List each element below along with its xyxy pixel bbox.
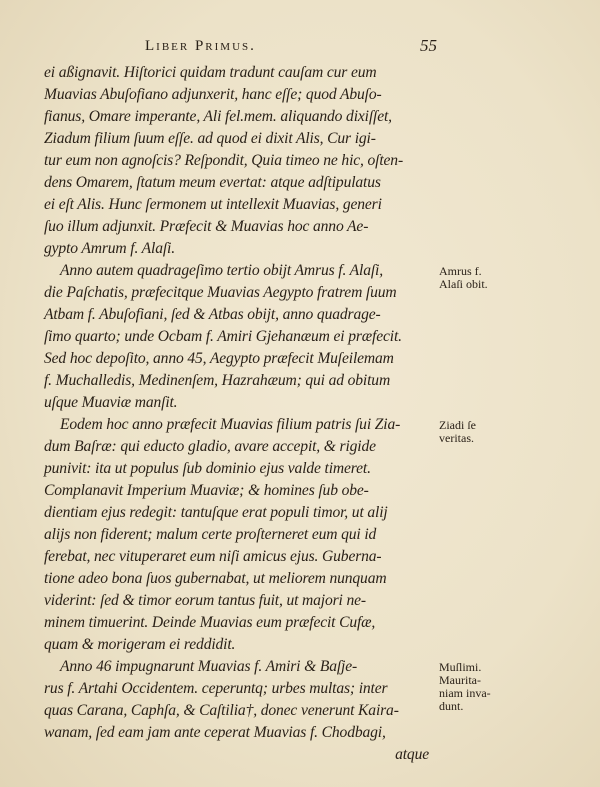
margin-note-line: Amrus f. — [439, 264, 482, 278]
margin-note-line: Alaſi obit. — [439, 277, 488, 291]
text-line: quam & morigeram ei reddidit. — [44, 636, 236, 653]
text-line: Anno 46 impugnarunt Muavias f. Amiri & Baſje- — [60, 658, 358, 675]
text-line: dens Omarem, ſtatum meum evertat: atque adſtipulatus — [44, 174, 381, 191]
text-line: ei eſt Alis. Hunc ſermonem ut intellexit Muavias, generi — [44, 196, 382, 213]
margin-note-line: niam inva- — [439, 686, 491, 700]
text-line: viderint: ſed & timor eorum tantus fuit, ut majori ne- — [44, 592, 366, 609]
text-line: punivit: ita ut populus ſub dominio ejus valde timeret. — [44, 460, 371, 477]
text-line: Anno autem quadrageſimo tertio obijt Amrus f. Alaſi, — [60, 262, 383, 279]
text-line: ſuo illum adjunxit. Præfecit & Muavias hoc anno Ae- — [44, 218, 369, 235]
text-line: minem timuerint. Deinde Muavias eum præfecit Cufæ, — [44, 614, 376, 631]
text-line: Muavias Abuſofiano adjunxerit, hanc eſſe; quod Abuſo- — [44, 86, 382, 103]
margin-note — [439, 661, 491, 713]
margin-note-line: veritas. — [439, 431, 474, 445]
text-line: Ziadum filium ſuum eſſe. ad quod ei dixit Alis, Cur igi- — [44, 130, 376, 147]
text-line: Atbam f. Abuſofiani, ſed & Atbas obijt, anno quadrage- — [44, 306, 381, 323]
text-line: alijs non fiderent; malum certe proſterneret eum qui id — [44, 526, 377, 543]
text-line: Eodem hoc anno præfecit Muavias filium patris ſui Zia- — [60, 416, 401, 433]
text-line: tur eum non agnoſcis? Reſpondit, Quia timeo ne hic, oſten- — [44, 152, 403, 169]
margin-note-line: Maurita- — [439, 673, 481, 687]
text-line: gypto Amrum f. Alaſi. — [44, 240, 175, 257]
text-line: Complanavit Imperium Muaviæ; & homines ſub obe- — [44, 482, 369, 499]
margin-note-line: dunt. — [439, 699, 464, 713]
text-line: f. Muchalledis, Medinenſem, Hazrahæum; qui ad obitum — [44, 372, 391, 389]
page-number: 55 — [420, 36, 437, 55]
margin-note — [439, 419, 476, 445]
text-line: wanam, ſed eam jam ante ceperat Muavias f. Chodbagi, — [44, 724, 386, 741]
text-line: dientiam ejus redegit: tantuſque erat populi timor, ut alij — [44, 504, 388, 521]
text-line: Sed hoc depoſito, anno 45, Aegypto præfecit Muſeilemam — [44, 350, 394, 367]
text-line: ferebat, nec vituperaret eum niſi amicus ejus. Guberna- — [44, 548, 382, 565]
text-line: rus f. Artahi Occidentem. ceperuntq; urbes multas; inter — [44, 680, 388, 697]
body-text — [44, 62, 437, 766]
text-line: quas Carana, Caphſa, & Caſtilia†, donec venerunt Kaira- — [44, 702, 399, 719]
text-line: ſimo quarto; unde Ocbam f. Amiri Gjehanæum ei præfecit. — [44, 328, 402, 345]
text-line: fianus, Omare imperante, Ali fel.mem. aliquando dixiſſet, — [44, 108, 392, 125]
text-line: ei aßignavit. Hiſtorici quidam tradunt cauſam cur eum — [44, 64, 377, 81]
text-line: dum Baſræ: qui educto gladio, avare accepit, & rigide — [44, 438, 376, 455]
catchword: atque — [395, 746, 429, 763]
margin-note-line: Muſlimi. — [439, 660, 482, 674]
text-line: die Paſchatis, præfecitque Muavias Aegypto fratrem ſuum — [44, 284, 397, 301]
text-line: tione adeo bona ſuos gubernabat, ut meliorem nunquam — [44, 570, 387, 587]
text-line: uſque Muaviæ manſit. — [44, 394, 178, 411]
margin-note-line: Ziadi ſe — [439, 418, 476, 432]
running-title: Liber Primus. — [145, 38, 256, 54]
margin-note — [439, 265, 488, 291]
